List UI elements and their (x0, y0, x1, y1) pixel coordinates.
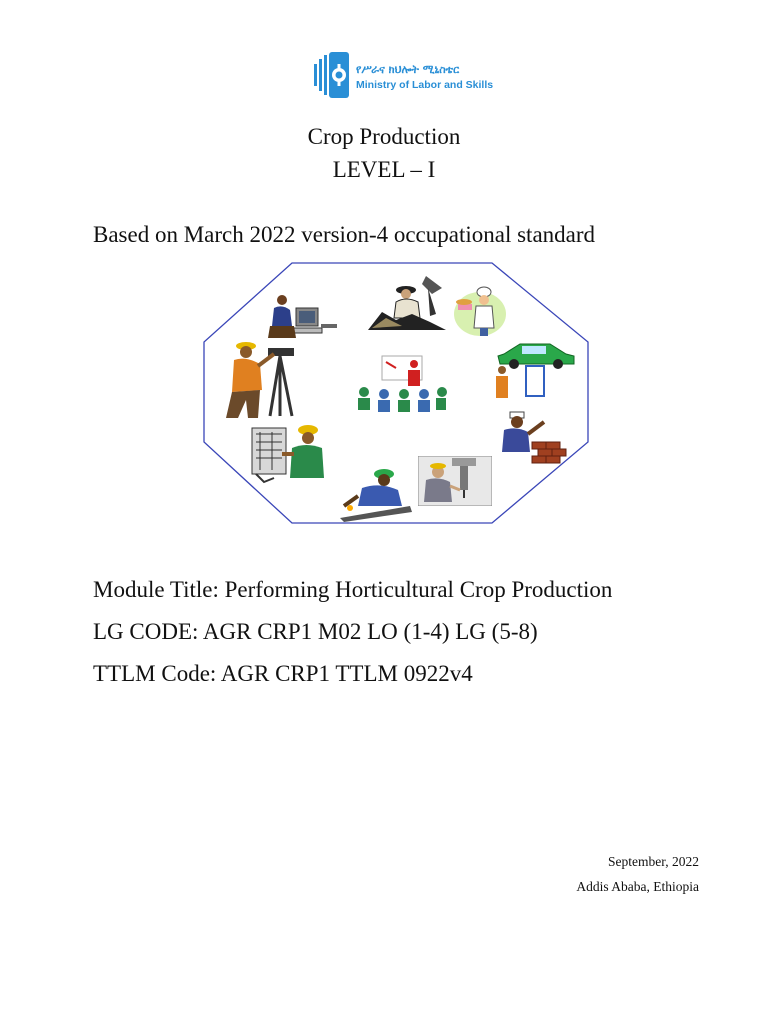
farmer-icon (366, 274, 448, 332)
surveyor-icon (214, 340, 304, 420)
ministry-logo (312, 50, 494, 100)
lg-code: LG CODE: AGR CRP1 M02 LO (1-4) LG (5-8) (93, 619, 538, 644)
document-level: LEVEL – I (332, 157, 436, 182)
document-title: Crop Production (307, 124, 461, 149)
computer-worker-icon (266, 294, 338, 344)
machinist-icon (418, 456, 492, 506)
bricklayer-icon (498, 408, 568, 464)
logo-amharic-text: የሥራና ክህሎት ሚኒስቴር (356, 63, 460, 76)
logo-english-text: Ministry of Labor and Skills (356, 79, 494, 91)
electrician-icon (250, 424, 326, 486)
occupations-illustration (200, 260, 590, 526)
ministry-emblem-icon (312, 50, 354, 100)
publication-place: Addis Ababa, Ethiopia (576, 879, 699, 894)
ttlm-code: TTLM Code: AGR CRP1 TTLM 0922v4 (93, 661, 473, 686)
publication-date: September, 2022 (608, 854, 699, 869)
car-mechanic-icon (492, 340, 576, 400)
occupational-standard-basis: Based on March 2022 version-4 occupational standard (93, 222, 596, 247)
module-title: Module Title: Performing Horticultural Crop Production (93, 577, 613, 602)
welder-icon (340, 466, 414, 522)
chef-icon (454, 286, 512, 338)
teacher-classroom-icon (356, 354, 448, 418)
